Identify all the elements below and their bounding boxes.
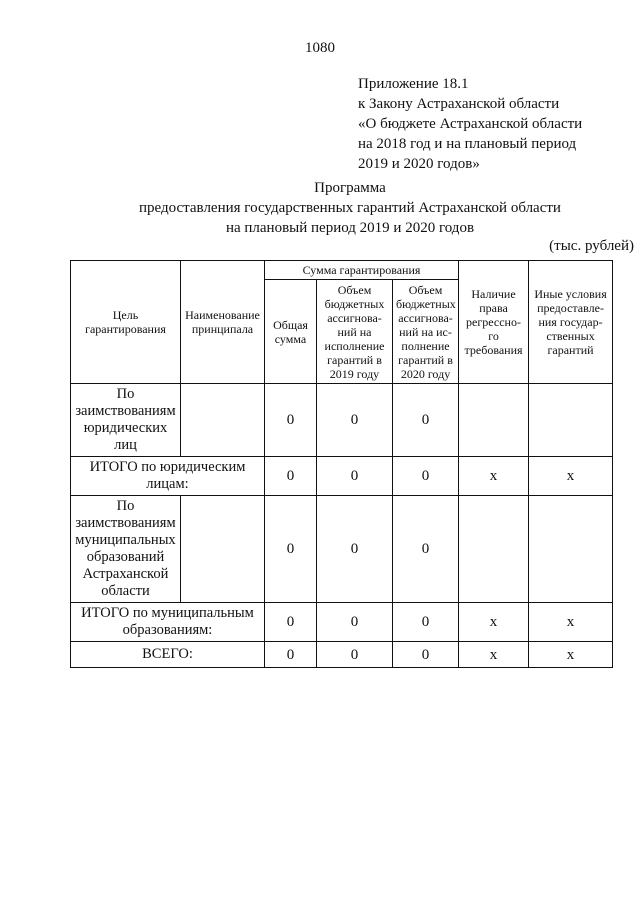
- cell-alloc-2020: 0: [393, 496, 459, 603]
- title-line: на плановый период 2019 и 2020 годов: [225, 220, 475, 236]
- title-line: предоставления государственных гарантий Астраханской области: [139, 200, 561, 216]
- appendix-block: [358, 74, 582, 174]
- grand-total-row: [71, 642, 613, 668]
- cell-alloc-2020: 0: [393, 457, 459, 496]
- header-sum-group: Сумма гарантирования: [265, 261, 459, 280]
- subtotal-row: [71, 603, 613, 642]
- header-total: Общая сумма: [265, 280, 317, 384]
- header-principal: Наименование принципала: [181, 261, 265, 384]
- table-row: [71, 384, 613, 457]
- cell-alloc-2019: 0: [317, 496, 393, 603]
- appendix-line: Приложение 18.1: [358, 76, 469, 92]
- header-alloc-2019: Объем бюджетных ассигнова-ний на исполнение гарантий в 2019 году: [317, 280, 393, 384]
- cell-alloc-2019: 0: [317, 603, 393, 642]
- appendix-line: на 2018 год и на плановый период: [358, 136, 577, 152]
- row-goal: По заимствованиям муниципальных образований Астраханской области: [71, 496, 181, 603]
- appendix-line: «О бюджете Астраханской области: [358, 116, 583, 132]
- cell-other: x: [529, 642, 613, 668]
- cell-alloc-2019: 0: [317, 457, 393, 496]
- header-alloc-2020: Объем бюджетных ассигнова-ний на ис-полнение гарантий в 2020 году: [393, 280, 459, 384]
- cell-other: x: [529, 603, 613, 642]
- cell-total: 0: [265, 384, 317, 457]
- table-row: [71, 496, 613, 603]
- cell-other: x: [529, 457, 613, 496]
- unit-note: (тыс. рублей): [549, 238, 634, 254]
- page-number: 1080: [305, 40, 335, 56]
- cell-total: 0: [265, 642, 317, 668]
- guarantee-program-table: [70, 260, 613, 668]
- row-goal: По заимствованиям юридических лиц: [71, 384, 181, 457]
- row-principal: [181, 496, 265, 603]
- title-line: Программа: [314, 180, 386, 196]
- grand-total-label: ВСЕГО:: [71, 642, 265, 668]
- header-regress: Наличие права регрессно-го требования: [459, 261, 529, 384]
- document-title: [60, 178, 640, 238]
- cell-regress: [459, 384, 529, 457]
- cell-total: 0: [265, 603, 317, 642]
- cell-alloc-2019: 0: [317, 642, 393, 668]
- cell-other: [529, 384, 613, 457]
- cell-alloc-2020: 0: [393, 603, 459, 642]
- cell-alloc-2019: 0: [317, 384, 393, 457]
- subtotal-row: [71, 457, 613, 496]
- cell-regress: x: [459, 603, 529, 642]
- appendix-line: 2019 и 2020 годов»: [358, 156, 480, 172]
- cell-regress: x: [459, 642, 529, 668]
- cell-total: 0: [265, 496, 317, 603]
- cell-regress: [459, 496, 529, 603]
- header-other-conditions: Иные условия предоставле-ния государ-ственных гарантий: [529, 261, 613, 384]
- cell-alloc-2020: 0: [393, 384, 459, 457]
- header-goal: Цель гарантирования: [71, 261, 181, 384]
- subtotal-label: ИТОГО по муниципальным образованиям:: [71, 603, 265, 642]
- subtotal-label: ИТОГО по юридическим лицам:: [71, 457, 265, 496]
- cell-regress: x: [459, 457, 529, 496]
- cell-total: 0: [265, 457, 317, 496]
- row-principal: [181, 384, 265, 457]
- cell-alloc-2020: 0: [393, 642, 459, 668]
- appendix-line: к Закону Астраханской области: [358, 96, 560, 112]
- cell-other: [529, 496, 613, 603]
